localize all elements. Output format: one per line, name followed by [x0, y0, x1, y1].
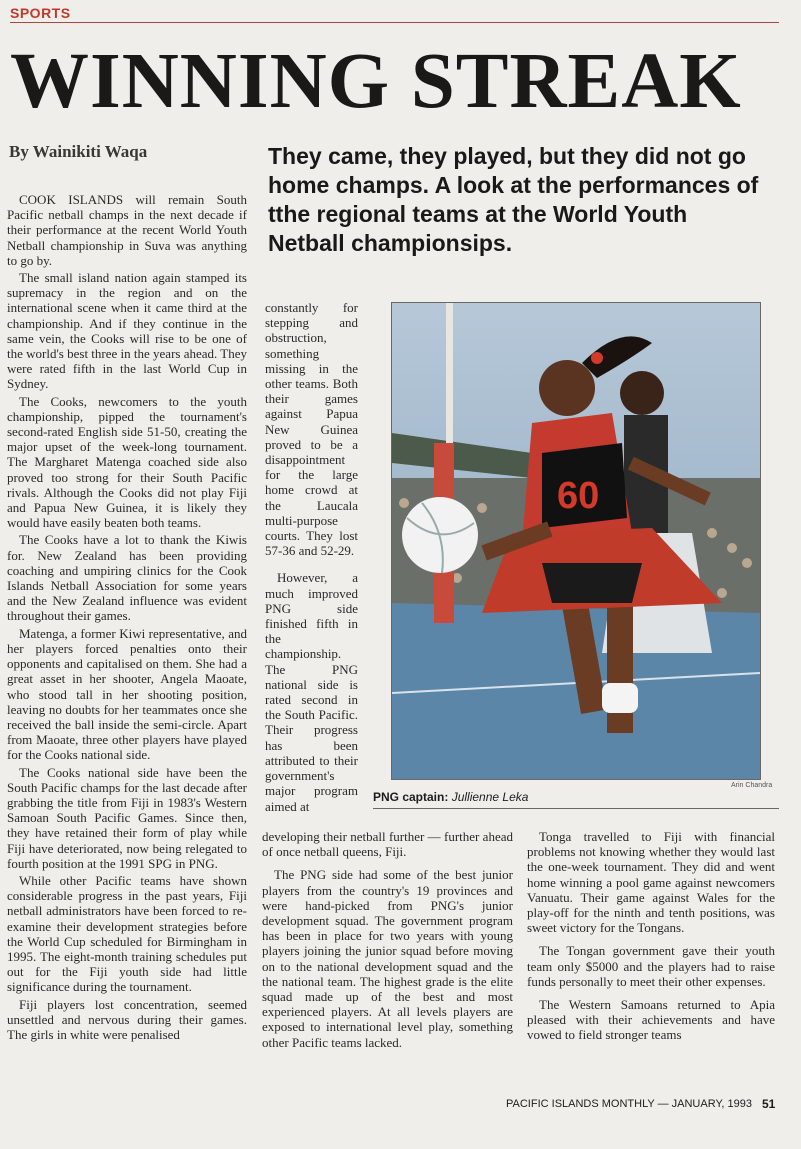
paragraph: Fiji players lost concentration, seemed unsettled and nervous during their games. The girls in white were penalised [7, 996, 247, 1042]
paragraph: The Tongan government gave their youth team only $5000 and the players had to raise funds personally to meet their other expenses. [527, 943, 775, 989]
byline: By Wainikiti Waqa [9, 142, 148, 161]
paragraph: The Cooks have a lot to thank the Kiwis for. New Zealand has been providing coaching and umpiring clinics for the Cook Islands Netball Association for some years and the New Zealand influence was evident throughout their games. [7, 532, 247, 624]
netball-player-illustration [392, 303, 760, 779]
section-label: SPORTS [10, 5, 71, 21]
netball-photo [391, 302, 761, 780]
paragraph: The small island nation again stamped its supremacy in the region and on the international scene when it came third at the championship. And if they continue in the same vein, the Cooks will rise to be one of the world's best three in the years ahead. They were rated fifth in the last World Cup in Sydney. [7, 270, 247, 392]
caption-rule [373, 808, 779, 809]
article-column-2 [265, 300, 358, 814]
article-column-2-continued [262, 829, 513, 1050]
paragraph: While other Pacific teams have shown considerable progress in the past years, Fiji netball administrators have been forced to re-examine their development strategies before the World Cup scheduled for Birmingham in 1995. The eight-month training schedules put out for the Fiji youth side had little significance during the tournament. [7, 872, 247, 995]
paragraph: The Western Samoans returned to Apia pleased with their achievements and have vowed to field stronger teams [527, 997, 775, 1043]
article-column-1 [7, 192, 247, 1042]
paragraph: The PNG side had some of the best junior players from the country's 19 provinces and were hand-picked from PNG's junior development squad. The government program has been in place for two years with young players joining the junior squad before moving on to the national development squad and the the national team. The highest grade is the elite squad made up of the best and most experienced players. At all levels players are exposed to international level play, something other Pacific teams lacked. [262, 867, 513, 1050]
paragraph: Matenga, a former Kiwi representative, and her players forced penalties onto their opponents and capitalised on them. She had a great asset in her shooter, Angela Maoate, who stood tall in her shooting position, leaving no doubts for her teammates once she received the ball inside the semi-circle. Apart from Maoate, three other players have played for the Cooks national side. [7, 625, 247, 763]
jersey-number: 60 [557, 475, 600, 517]
paragraph: The Cooks, newcomers to the youth championship, pipped the tournament's second-rated English side 51-50, creating the major upset of the week-long tournament. The Margharet Matenga coached side also proved too strong for their South Pacific rivals. Although the Cooks did not play Fiji and Papua New Guinea, it is likely they would have easily beaten both teams. [7, 393, 247, 531]
header-rule [10, 22, 779, 23]
caption-label: PNG captain: [373, 790, 449, 804]
paragraph: COOK ISLANDS will remain South Pacific netball champs in the next decade if their performance at the recent World Youth Netball championship in Suva was anything to go by. [7, 192, 247, 268]
paragraph: constantly for stepping and obstruction, something missing in the other teams. Both their games against Papua New Guinea proved to be a disappointment for the large home crowd at the Laucala multi-purpose courts. They lost 57-36 and 52-29. [265, 300, 358, 559]
paragraph: developing their netball further — further ahead of once netball queens, Fiji. [262, 829, 513, 860]
photo-caption [373, 790, 528, 804]
article-column-3 [527, 829, 775, 1043]
paragraph: However, a much improved PNG side finished fifth in the championship. The PNG national side is rated second in the South Pacific. Their progress has been attributed to their government's major program aimed at [265, 570, 358, 814]
paragraph: The Cooks national side have been the South Pacific champs for the last decade after grabbing the title from Fiji in 1983's Western Samoan South Pacific Games. Since then, they have retained their form of play while Fiji have deteriorated, now being relegated to fourth position at the 1991 SPG in PNG. [7, 764, 247, 871]
page-footer: PACIFIC ISLANDS MONTHLY — JANUARY, 1993 [506, 1098, 752, 1110]
page-number: 51 [762, 1097, 776, 1111]
paragraph: Tonga travelled to Fiji with financial problems not knowing whether they would last the one-week tournament. They did and went home winning a pool game against newcomers Vanuatu. Their game against Wales for the play-off for the ninth and tenth positions, was sweet victory for the Tongans. [527, 829, 775, 936]
headline: WINNING STREAK [10, 38, 742, 125]
deck-subheading: They came, they played, but they did not go home champs. A look at the performances of tthe regional teams at the World Youth Netball championsips. [268, 143, 759, 256]
photo-credit: Arin Chandra [731, 782, 773, 789]
caption-text: Jullienne Leka [451, 790, 529, 804]
